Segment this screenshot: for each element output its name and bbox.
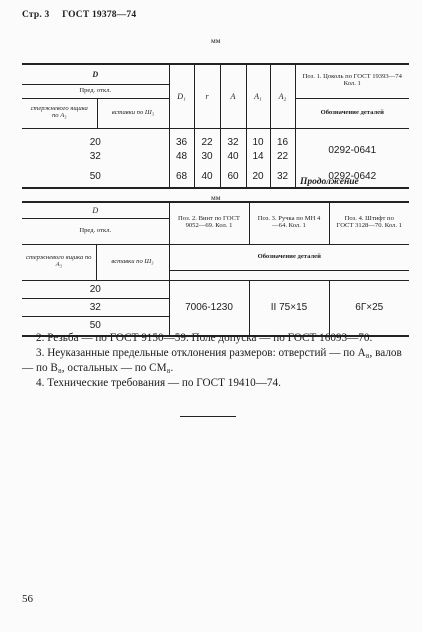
pos3-label: Поз. 3. Ручка по МН 4—64. Кол. 1 — [249, 202, 329, 244]
cell-r: 22 — [194, 128, 220, 148]
cell-A: 32 — [220, 128, 246, 148]
code-screw: 7006-1230 — [169, 280, 249, 336]
cell-D1: 48 — [169, 148, 194, 166]
pred-otkl-label: Пред. откл. — [22, 84, 169, 98]
section-divider — [180, 416, 236, 417]
notes-block — [22, 331, 410, 391]
sub-rod-label: стержневого ящика по A₃ — [22, 244, 96, 280]
cell-A2: 22 — [270, 148, 295, 166]
code-handle: II 75×15 — [249, 280, 329, 336]
cell-A2: 32 — [270, 166, 295, 188]
cell-A: 60 — [220, 166, 246, 188]
cell-D: 20 — [89, 136, 101, 148]
cell-r: 30 — [194, 148, 220, 166]
cell-A1: 14 — [246, 148, 270, 166]
standard-number: ГОСТ 19378—74 — [62, 10, 137, 20]
cell-D1: 68 — [169, 166, 194, 188]
cell-D: 20 — [22, 280, 169, 298]
designation-label: Обозначение деталей — [169, 244, 409, 270]
col-A-header: A — [220, 64, 246, 128]
cell-D: 32 — [22, 298, 169, 316]
sub-rod-label: стержневого ящика по A₃ — [22, 98, 97, 128]
sub-insert-label: вставки по Ш₃ — [96, 244, 169, 280]
page-number: 56 — [22, 593, 33, 605]
cell-D: 50 — [22, 316, 169, 336]
designation-label: Обозначение деталей — [295, 98, 409, 128]
code-0641: 0292-0641 — [295, 128, 409, 166]
page-header — [22, 10, 136, 20]
parts-table — [22, 201, 409, 337]
cell-A: 40 — [220, 148, 246, 166]
note-4: 4. Технические требования — по ГОСТ 19410—74. — [36, 377, 281, 389]
cell-A1: 20 — [246, 166, 270, 188]
col-D-header: D — [22, 202, 169, 218]
units-label-1: мм — [211, 36, 221, 45]
continuation-label: Продолжение — [300, 177, 359, 187]
pred-otkl-label: Пред. откл. — [22, 218, 169, 244]
col-A2-header: A₂ — [270, 64, 295, 128]
pos4-label: Поз. 4. Штифт по ГОСТ 3128—70. Кол. 1 — [329, 202, 409, 244]
code-0642: 0292-0642 — [295, 166, 409, 188]
pos2-label: Поз. 2. Винт по ГОСТ 9052—69. Кол. 1 — [169, 202, 249, 244]
col-r-header: r — [194, 64, 220, 128]
page-label: Стр. 3 — [22, 10, 50, 20]
note-3: 3. Неуказанные предельные отклонения размеров: отверстий — по A₈, валов — по B₈, остальных — по CM₈. — [22, 347, 402, 374]
col-D-header: D — [22, 64, 169, 84]
col-A1-header: A₁ — [246, 64, 270, 128]
cell-A1: 10 — [246, 128, 270, 148]
note-2: 2. Резьба — по ГОСТ 9150—59. Поле допуска — по ГОСТ 16093—70. — [36, 332, 373, 344]
cell-D1: 36 — [169, 128, 194, 148]
units-label-2: мм — [211, 193, 221, 202]
sub-insert-label: вставки по Ш₃ — [97, 98, 169, 128]
cell-D: 32 — [89, 151, 101, 162]
cell-D: 50 — [22, 166, 169, 188]
dimensions-table — [22, 63, 409, 189]
cell-r: 40 — [194, 166, 220, 188]
table-row — [22, 280, 409, 298]
cell-A2: 16 — [270, 128, 295, 148]
pos1-label: Поз. 1. Цоколь по ГОСТ 19393—74 Кол. 1 — [295, 64, 409, 98]
col-D1-header: D₁ — [169, 64, 194, 128]
code-pin: 6Г×25 — [329, 280, 409, 336]
table-row — [22, 128, 409, 148]
